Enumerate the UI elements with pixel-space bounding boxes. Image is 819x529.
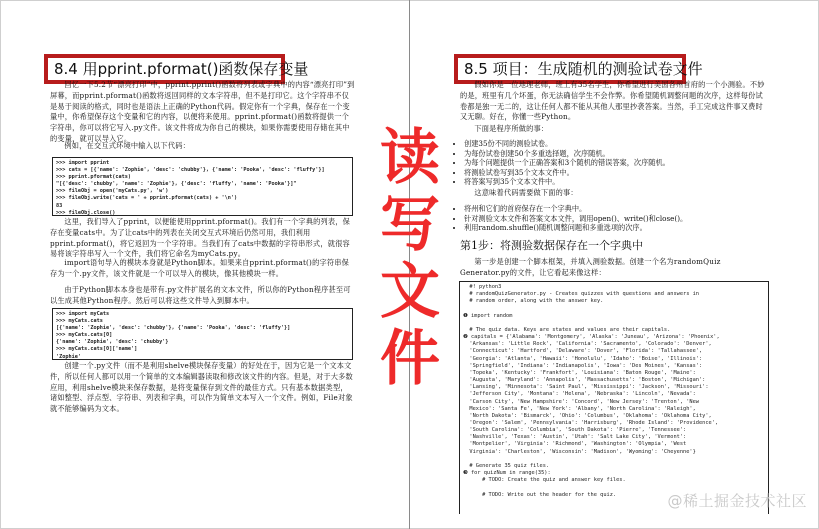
paragraph-python-scripts: 由于Python脚本本身也是带有.py文件扩展名的文本文件，所以你的Python程序甚至可以生成其他Python程序。然后可以将这些文件导入到脚本中。 — [50, 285, 351, 305]
code-line: ❸ for quizNum in range(35): — [463, 470, 551, 477]
overlay-char: 读 — [380, 123, 440, 193]
list-item: • 针对测验文本文件和答案文本文件，调用open()、write()和close()。 — [464, 214, 774, 224]
code-line: Mexico': 'Santa Fe', 'New York': 'Albany', 'North Carolina': 'Raleigh', — [463, 405, 696, 412]
code-line: 'Georgia': 'Atlanta', 'Hawaii': 'Honolulu', 'Idaho': 'Boise', 'Illinois': — [463, 355, 703, 362]
paragraph-example: 例如，在交互式环境中输入以下代码： — [64, 141, 190, 150]
overlay-char: 文 — [380, 257, 440, 327]
code-line: >>> fileObj = open('myCats.py', 'w') — [56, 188, 169, 195]
list-item: • 利用random.shuffle()随机调整问题和多重选项的次序。 — [464, 223, 774, 233]
code-line: 'Montpelier', 'Virginia': 'Richmond', 'Washington': 'Olympia', 'West — [463, 441, 687, 448]
list-program-does — [454, 139, 774, 187]
overlay-char: 件 — [380, 324, 440, 394]
label-program-does: 下面是程序所做的事： — [474, 124, 549, 133]
list-item: • 将测验试卷写到35个文本文件中。 — [464, 168, 774, 178]
code-line: #! python3 — [463, 284, 502, 290]
code-line: # random order, along with the answer key. — [463, 298, 604, 305]
code-line: >>> fileObj.write('cats = ' + pprint.pformat(cats) + '\n') — [56, 195, 238, 202]
label-code-needs: 这意味着代码需要做下面的事： — [474, 188, 578, 197]
code-line: >>> import pprint — [56, 160, 110, 166]
code-line: 83 — [56, 202, 63, 209]
code-block-pprint — [52, 157, 353, 216]
list-code-needs — [454, 204, 774, 233]
code-line: "[{'desc': 'chubby', 'name': 'Zophie'}, {'desc': 'fluffy', 'name': 'Pooka'}]" — [56, 181, 297, 188]
code-line: # TODO: Create the quiz and answer key files. — [463, 477, 626, 484]
code-block-mycats — [52, 308, 353, 360]
code-line: 'North Dakota': 'Bismarck', 'Ohio': 'Columbus', 'Oklahoma': 'Oklahoma City', — [463, 412, 712, 419]
code-line: # The quiz data. Keys are states and values are their capitals. — [463, 326, 671, 333]
code-line: {'name': 'Zophie', 'desc': 'chubby'} — [56, 339, 169, 346]
paragraph-import-module: import语句导入的模块本身就是Python脚本。如果来自pprint.pformat()的字符串保存为一个.py文件，该文件就是一个可以导入的模块，像其他模块一样。 — [50, 258, 350, 278]
code-line: 'Springfield', 'Indiana': 'Indianapolis', 'Iowa': 'Des Moines', 'Kansas': — [463, 362, 703, 369]
code-line: 'Connecticut': 'Hartford', 'Delaware': 'Dover', 'Florida': 'Tallahassee', — [463, 348, 703, 355]
paragraph-step-1: 第一步是创建一个脚本框架，并填入测验数据。创建一个名为randomQuiz Generator.py的文件，让它看起来像这样： — [460, 257, 721, 277]
overlay-char: 写 — [380, 190, 440, 260]
code-line: 'Lansing', 'Minnesota': 'Saint Paul', 'Mississippi': 'Jackson', 'Missouri': — [463, 384, 709, 391]
code-line: 'Arkansas': 'Little Rock', 'California': 'Sacramento', 'Colorado': 'Denver', — [463, 341, 712, 348]
code-line: 'Topeka', 'Kentucky': 'Frankfort', 'Louisiana': 'Baton Rouge', 'Maine': — [463, 369, 696, 376]
section-heading-8-5: 8.5 项目：生成随机的测验试卷文件 — [454, 54, 686, 84]
code-line: >>> fileObj.close() — [56, 209, 116, 216]
code-line: Virginia': 'Charleston', 'Wisconsin': 'Madison', 'Wyoming': 'Cheyenne'} — [463, 448, 696, 455]
code-line: >>> myCats.cats — [56, 318, 103, 325]
watermark: @稀土掘金技术社区 — [667, 492, 807, 510]
list-item: • 创建35份不同的测验试卷。 — [464, 139, 774, 149]
code-line: >>> pprint.pformat(cats) — [56, 174, 131, 181]
code-line: # TODO: Write out the header for the quiz. — [463, 491, 617, 498]
code-line: [{'name': 'Zophie', 'desc': 'chubby'}, {'name': 'Pooka', 'desc': 'fluffy'}] — [56, 325, 291, 332]
code-line: >>> cats = [{'name': 'Zophie', 'desc': 'chubby'}, {'name': 'Pooka', 'desc': 'fluffy'}] — [56, 167, 325, 174]
paragraph-quiz-intro: 假如你是一位地理老师，班上有35名学生，你希望进行美国各州首府的一个小测验。不妙的是，班里有几个坏蛋，你无法确信学生不会作弊。你希望随机调整问题的次序，这样每份试卷都是独一无二的，这让任何人都不能从其他人那里抄袭答案。当然，手工完成这件事又费时又无聊。好在，你懂一些Python。 — [460, 80, 765, 122]
section-heading-8-4: 8.4 用pprint.pformat()函数保存变量 — [44, 54, 285, 84]
code-line: # Generate 35 quiz files. — [463, 462, 550, 469]
code-line: >>> import myCats — [56, 311, 110, 317]
code-line: 'Oregon': 'Salem', 'Pennsylvania': 'Harrisburg', 'Rhode Island': 'Providence', — [463, 419, 719, 426]
right-page — [410, 0, 819, 529]
code-line: 'South Carolina': 'Columbia', 'South Dakota': 'Pierre', 'Tennessee': — [463, 427, 687, 434]
code-line: 'Zophie' — [56, 353, 81, 360]
left-page — [0, 0, 409, 529]
code-line: 'Jefferson City', 'Montana': 'Helena', 'Nebraska': 'Lincoln', 'Nevada': — [463, 391, 696, 398]
step-1-heading: 第1步：将测验数据保存在一个字典中 — [460, 239, 643, 252]
code-line: # randomQuizGenerator.py - Creates quizzes with questions and answers in — [463, 291, 699, 298]
code-line: ❶ import random — [463, 312, 513, 319]
code-line: ❷ capitals = {'Alabama': 'Montgomery', 'Alaska': 'Juneau', 'Arizona': 'Phoenix', — [463, 334, 720, 341]
paragraph-intro: 回忆一下5.2节“漂亮打印”中，pprint.pprint()函数将列表或字典中的内容“漂亮打印”到屏幕，而pprint.pformat()函数将返回同样的文本字符串，但不是打印它。这个字符串不仅是易于阅读的格式，同时也是语法上正确的Python代码。假定你有一个字典，保存在一个变量中，你希望保存这个变量和它的内容，以便将来使用。pprint.pformat()函数将提供一个字符串，你可以将它写入.py文件。该文件将成为你自己的模块，如果你需要使用存储在其中的变量，就可以导入它。 — [50, 80, 355, 143]
code-line: 'Nashville', 'Texas': 'Austin', 'Utah': 'Salt Lake City', 'Vermont': — [463, 434, 687, 441]
paragraph-explanation: 这里，我们导入了pprint，以便能使用pprint.pformat()。我们有一个字典的列表，保存在变量cats中。为了让cats中的列表在关闭交互式环境后仍然可用，我们利用pprint.pformat()，将它返回为一个字符串。当我们有了cats中数据的字符串形式，就很容易将该字符串写入一个文件，我们将它命名为myCats.py。 — [50, 217, 351, 259]
code-line: >>> myCats.cats[0] — [56, 332, 113, 339]
list-item: • 为每份试卷创建50个多重选择题，次序随机。 — [464, 149, 774, 159]
list-item: • 将州和它们的首府保存在一个字典中。 — [464, 204, 774, 214]
paragraph-shelve-comparison: 创建一个.py文件（而不是利用shelve模块保存变量）的好处在于，因为它是一个文本文件，所以任何人都可以用一个简单的文本编辑器读取和修改该文件的内容。但是，对于大多数应用，利用shelve模块来保存数据，是将变量保存到文件的最佳方式。只有基本数据类型，诸如整型、浮点型、字符串、列表和字典，可以作为简单文本写入一个文件。例如，File对象就不能够编码为文本。 — [50, 361, 353, 414]
overlay-title-read-write-files — [372, 125, 448, 393]
code-line: 'Carson City', 'New Hampshire': 'Concord', 'New Jersey': 'Trenton', 'New — [463, 398, 699, 405]
list-item: • 将答案写到35个文本文件中。 — [464, 177, 774, 187]
code-line: >>> myCats.cats[0]['name'] — [56, 346, 138, 353]
list-item: • 为每个问题提供一个正确答案和3个随机的错误答案，次序随机。 — [464, 158, 774, 168]
code-block-quiz-generator — [459, 281, 769, 514]
code-line: 'Augusta', 'Maryland': 'Annapolis', 'Massachusetts': 'Boston', 'Michigan': — [463, 377, 706, 384]
